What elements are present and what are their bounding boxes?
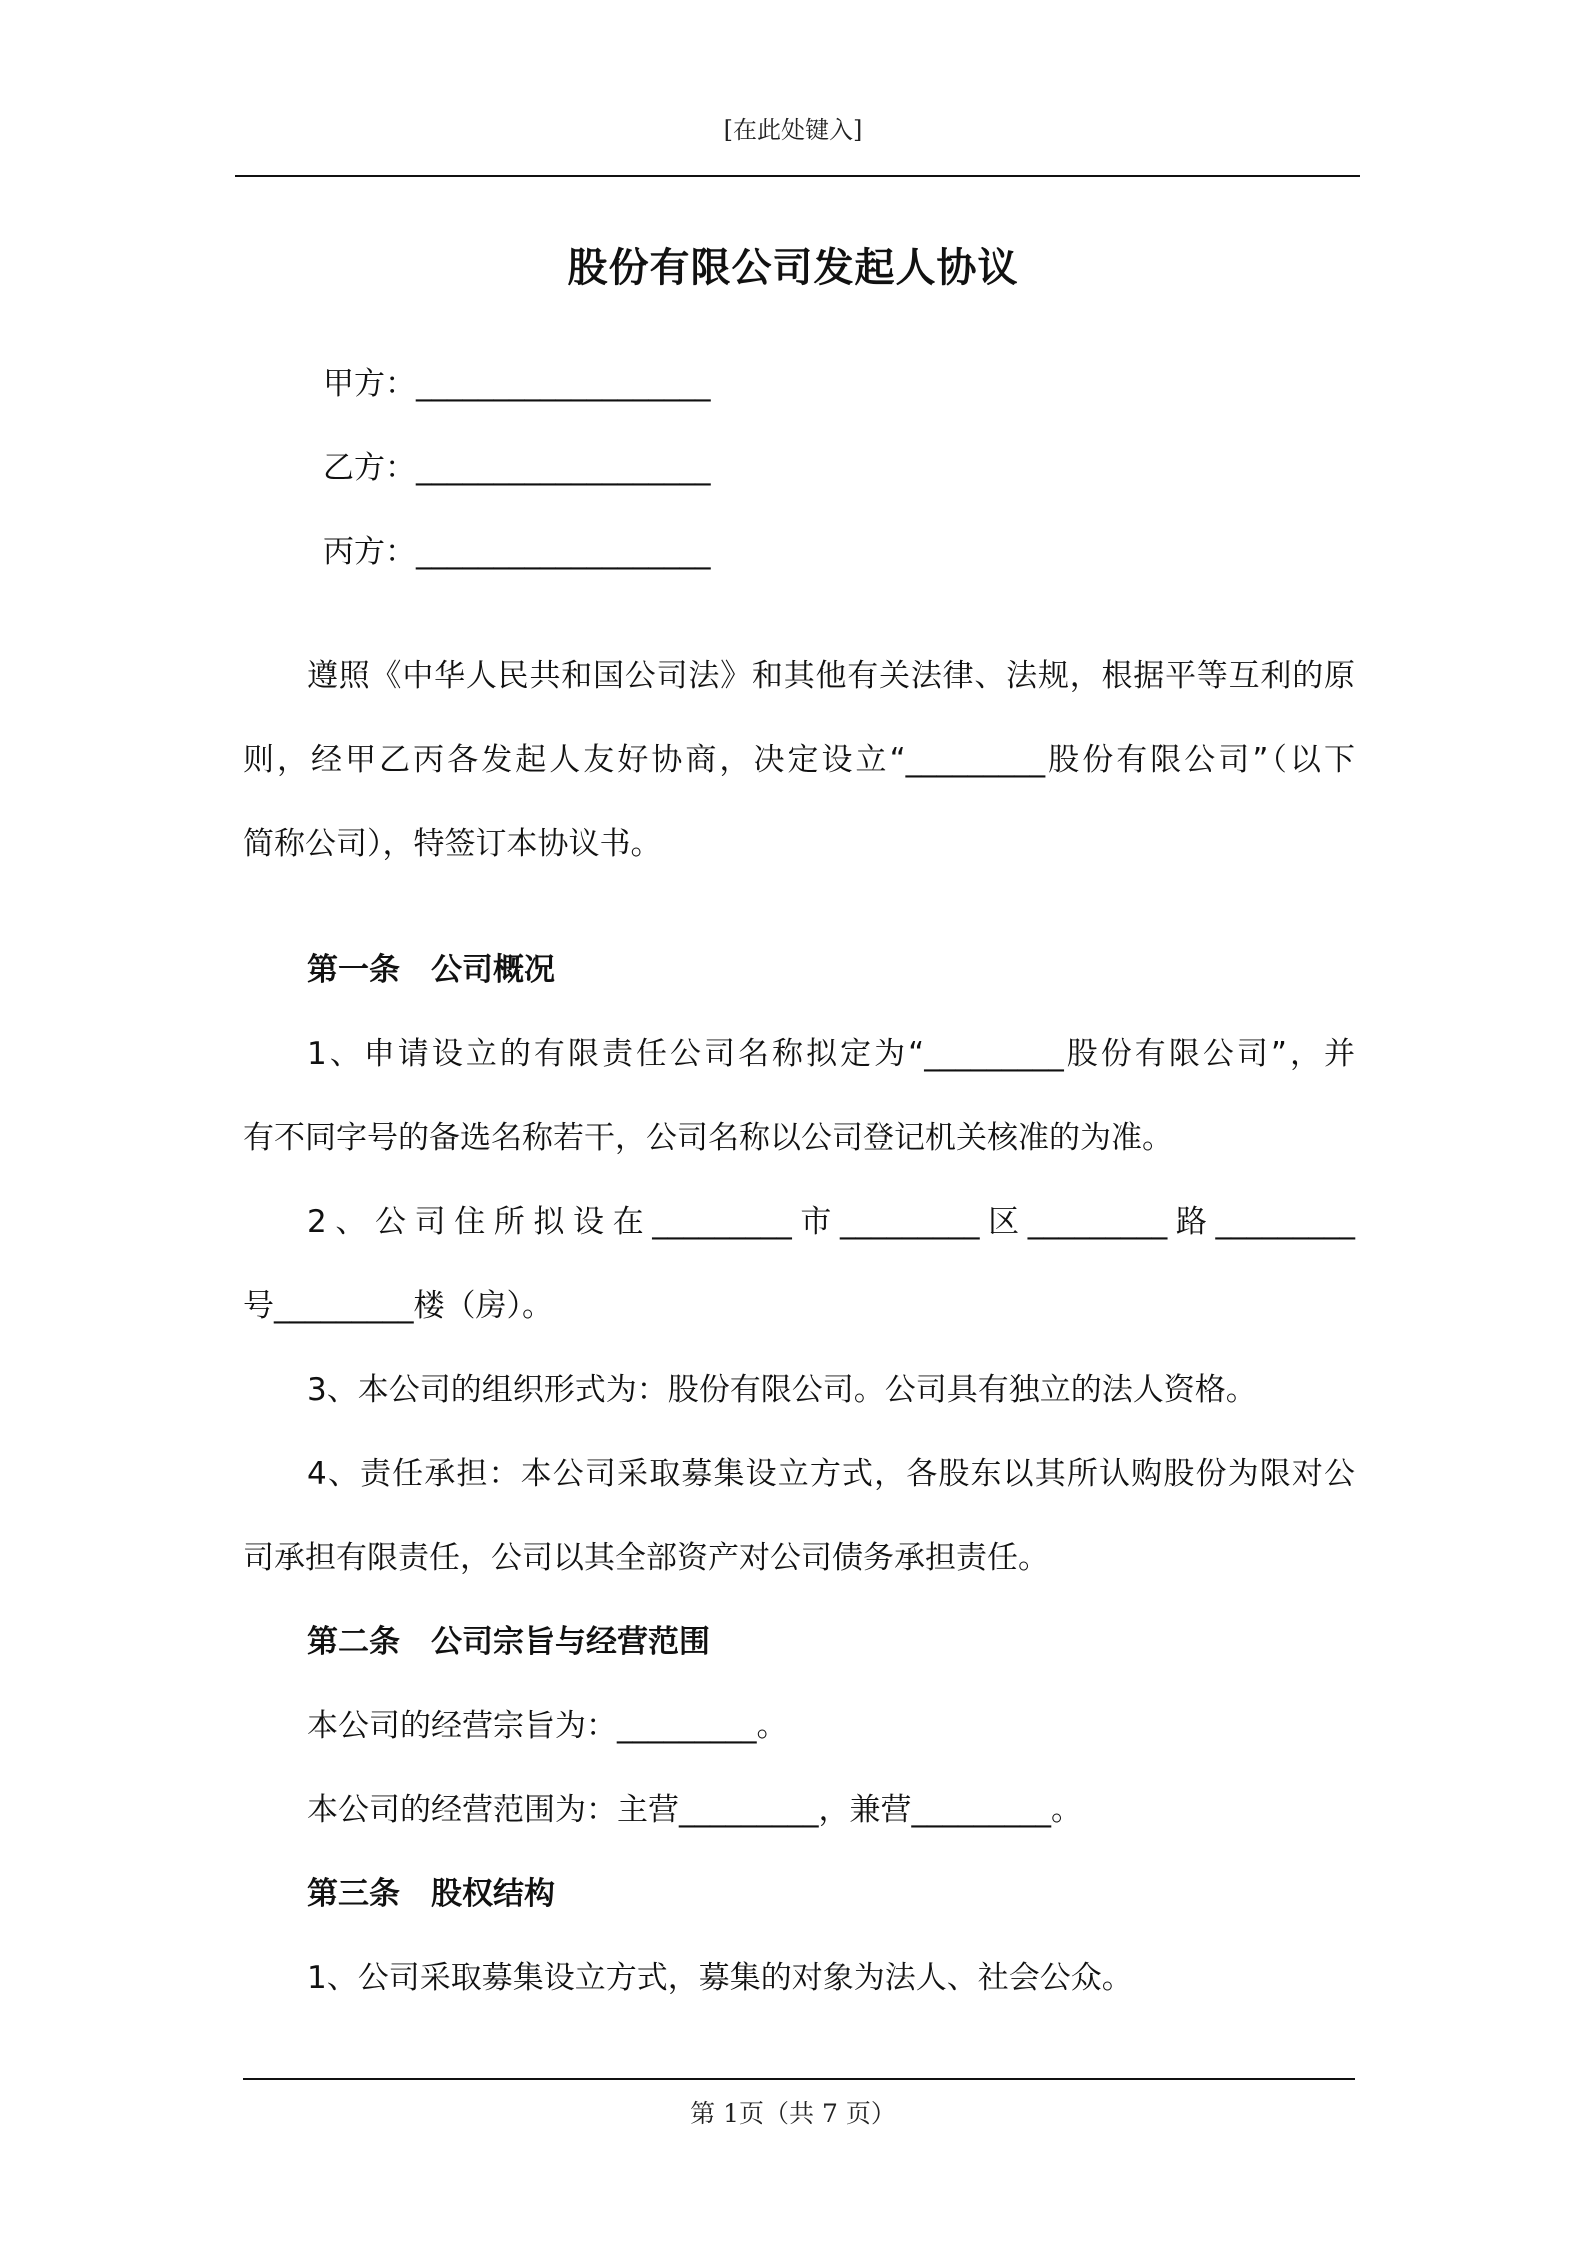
party-a-line: 甲方：___________________ <box>323 366 711 402</box>
party-c-line: 丙方：___________________ <box>323 534 711 570</box>
intro-paragraph-line-3: 简称公司），特签订本协议书。 <box>243 826 662 862</box>
intro-paragraph-line-2: 则，经甲乙丙各发起人友好协商，决定设立“_________股份有限公司”（以下 <box>243 742 1355 778</box>
article-3-heading: 第三条 股权结构 <box>307 1876 555 1912</box>
article-2-purpose: 本公司的经营宗旨为：_________。 <box>307 1708 788 1744</box>
document-title: 股份有限公司发起人协议 <box>567 245 1019 291</box>
article-3-item-1: 1、公司采取募集设立方式，募集的对象为法人、社会公众。 <box>307 1960 1133 1996</box>
article-2-scope: 本公司的经营范围为：主营_________，兼营_________。 <box>307 1792 1082 1828</box>
article-1-item-3: 3、本公司的组织形式为：股份有限公司。公司具有独立的法人资格。 <box>307 1372 1257 1408</box>
article-1-item-4-line-1: 4、责任承担：本公司采取募集设立方式，各股东以其所认购股份为限对公 <box>307 1456 1355 1492</box>
page-header: [在此处键入] <box>723 116 863 144</box>
article-1-item-1-line-1: 1、申请设立的有限责任公司名称拟定为“_________股份有限公司”，并 <box>307 1036 1355 1072</box>
article-1-item-2-line-1: 2、公司住所拟设在_________市_________区_________路_________ <box>307 1204 1355 1240</box>
article-1-item-1-line-2: 有不同字号的备选名称若干，公司名称以公司登记机关核准的为准。 <box>243 1120 1173 1156</box>
header-divider <box>235 175 1360 177</box>
party-b-line: 乙方：___________________ <box>323 450 711 486</box>
article-2-heading: 第二条 公司宗旨与经营范围 <box>307 1624 710 1660</box>
intro-paragraph-line-1: 遵照《中华人民共和国公司法》和其他有关法律、法规，根据平等互利的原 <box>307 658 1355 694</box>
article-1-heading: 第一条 公司概况 <box>307 952 555 988</box>
page-number: 第 1页（共 7 页） <box>690 2099 896 2128</box>
article-1-item-4-line-2: 司承担有限责任，公司以其全部资产对公司债务承担责任。 <box>243 1540 1049 1576</box>
article-1-item-2-line-2: 号_________楼（房）。 <box>243 1288 553 1324</box>
footer-divider <box>243 2078 1355 2080</box>
